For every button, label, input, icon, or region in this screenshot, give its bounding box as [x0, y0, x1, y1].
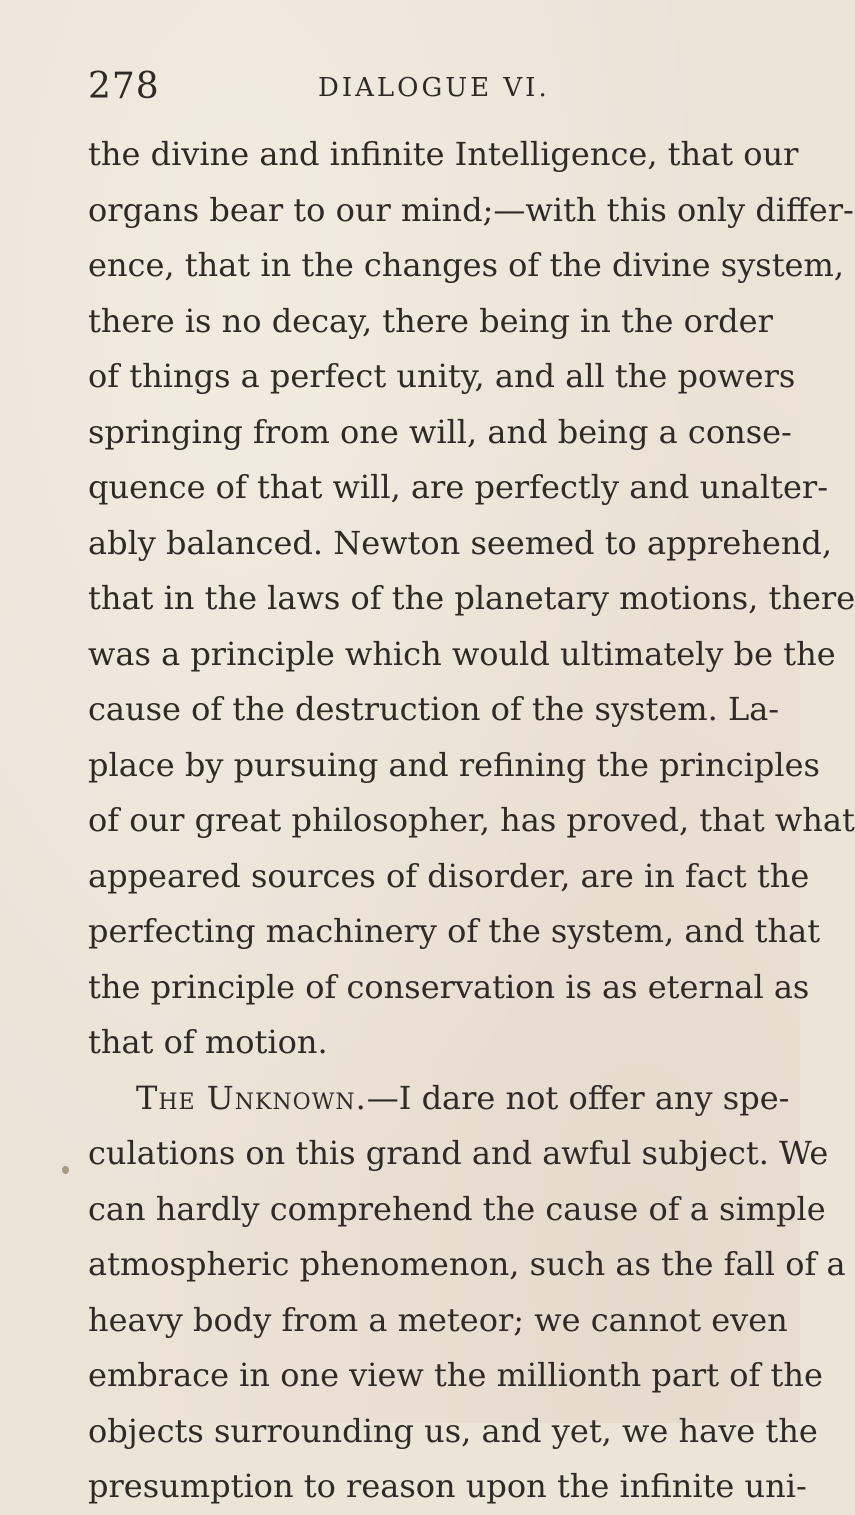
text-line: that in the laws of the planetary motions, there	[88, 579, 855, 617]
text-line: atmospheric phenomenon, such as the fall of a	[88, 1245, 846, 1283]
speaker-name: The Unknown.	[136, 1078, 367, 1117]
paragraph-2	[88, 1071, 846, 1515]
text-line: perfecting machinery of the system, and that	[88, 912, 821, 950]
text-line: heavy body from a meteor; we cannot even	[88, 1300, 788, 1339]
page-number: 278	[88, 66, 160, 107]
paragraph-1	[88, 127, 855, 1071]
text-line: place by pursuing and refining the principles	[88, 745, 820, 784]
text-line: organs bear to our mind;—with this only differ-	[88, 190, 854, 229]
page-header	[88, 62, 740, 112]
speech-start: —I dare not offer any spe-	[366, 1078, 790, 1117]
text-line: springing from one will, and being a conse-	[88, 412, 792, 451]
text-line: objects surrounding us, and yet, we have the	[88, 1411, 818, 1450]
text-line: was a principle which would ultimately be the	[88, 634, 836, 673]
running-head: DIALOGUE VI.	[318, 73, 550, 103]
text-line: ably balanced. Newton seemed to apprehend,	[88, 523, 833, 562]
paper-speck	[62, 1166, 69, 1174]
text-line: quence of that will, are perfectly and unalter-	[88, 468, 828, 506]
text-line: embrace in one view the millionth part of the	[88, 1356, 823, 1394]
text-line: the principle of conservation is as eternal as	[88, 967, 810, 1006]
body-text	[88, 127, 855, 1515]
text-line: can hardly comprehend the cause of a simple	[88, 1189, 826, 1228]
text-line: ence, that in the changes of the divine system,	[88, 246, 844, 284]
text-line: of things a perfect unity, and all the powers	[88, 357, 796, 395]
text-line: of our great philosopher, has proved, that what	[88, 801, 855, 839]
text-line-speaker	[88, 1071, 790, 1127]
text-line: there is no decay, there being in the order	[88, 301, 773, 340]
text-line: that of motion.	[88, 1023, 328, 1061]
text-line: presumption to reason upon the infinite uni-	[88, 1467, 807, 1505]
text-line: cause of the destruction of the system. La-	[88, 690, 780, 728]
text-line: the divine and infinite Intelligence, that our	[88, 135, 799, 173]
text-line: culations on this grand and awful subject. We	[88, 1134, 829, 1172]
text-line: appeared sources of disorder, are in fact the	[88, 856, 810, 895]
